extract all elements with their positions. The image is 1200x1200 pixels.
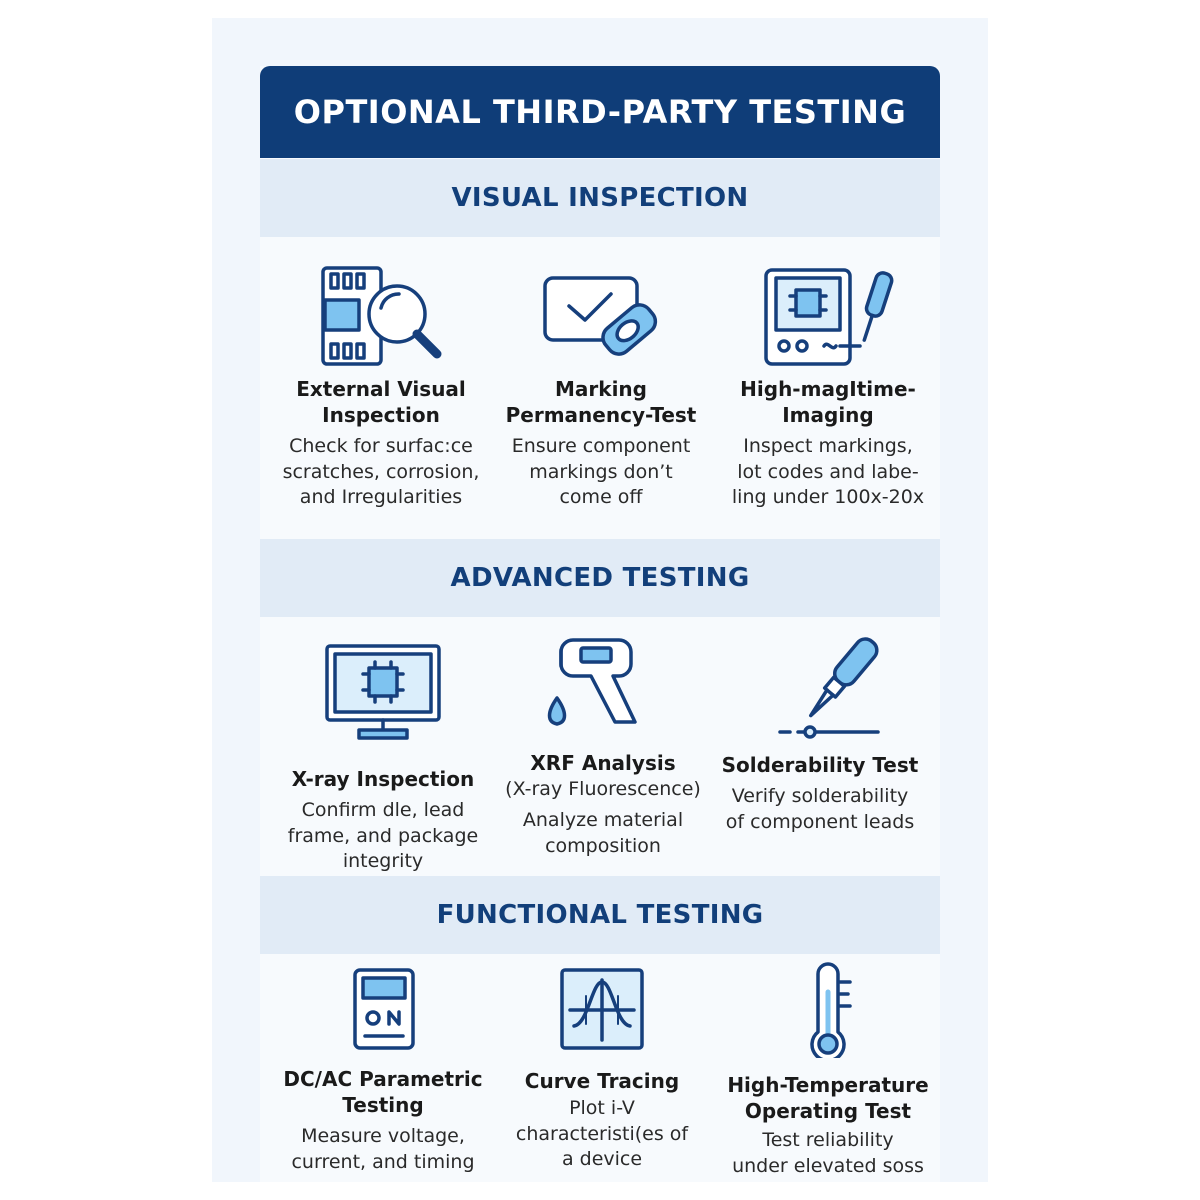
service-dc-ac-parametric — [270, 966, 496, 1175]
multimeter-icon — [313, 966, 453, 1056]
service-title: Solderability Test — [721, 753, 919, 777]
testing-card — [260, 66, 940, 1182]
service-title: DC/AC Parametric Testing — [283, 1067, 483, 1117]
service-subtitle: (X-ray Fluorescence) — [505, 778, 701, 800]
service-description: Check for surfac:ce scratches, corrosion, and Irregularities — [282, 435, 480, 508]
service-high-mag-imaging — [715, 264, 940, 511]
service-title: External Visual Inspection — [296, 377, 466, 427]
service-description: Ensure component markings don’t come off — [511, 435, 691, 508]
chip-magnifier-icon — [311, 264, 451, 368]
xrf-gun-icon — [533, 632, 673, 736]
section-heading-advanced: ADVANCED TESTING — [260, 539, 940, 617]
service-title: XRF Analysis — [530, 751, 676, 775]
service-xray-inspection — [270, 642, 496, 875]
service-description: Plot i-V characteristi(es of a device — [515, 1097, 689, 1170]
service-external-visual — [268, 264, 494, 511]
section-heading-functional: FUNCTIONAL TESTING — [260, 876, 940, 954]
marking-tag-icon — [531, 264, 671, 368]
service-description: Test reliability under elevated soss — [732, 1129, 924, 1177]
service-xrf-analysis — [490, 632, 716, 859]
curve-tracer-icon — [532, 966, 672, 1056]
service-description: Confirm dle, lead frame, and package integrity — [287, 799, 479, 872]
service-solderability — [707, 632, 933, 835]
thermometer-icon — [758, 962, 898, 1058]
service-title: X-ray Inspection — [291, 767, 475, 791]
service-marking-permanency — [488, 264, 714, 511]
service-title: High-magItime- Imaging — [740, 377, 916, 427]
service-title: Marking Permanency-Test — [505, 377, 697, 427]
service-title: Curve Tracing — [524, 1069, 680, 1093]
service-description: Measure voltage, current, and timing — [291, 1125, 475, 1173]
service-curve-tracing — [489, 966, 715, 1173]
service-title: High-Temperature Operating Test — [727, 1073, 929, 1123]
microscope-device-icon — [758, 264, 898, 368]
service-description: Analyze material composition — [522, 809, 684, 857]
xray-monitor-icon — [313, 642, 453, 746]
page-title: OPTIONAL THIRD-PARTY TESTING — [260, 66, 940, 158]
soldering-iron-icon — [750, 632, 890, 742]
section-heading-visual: VISUAL INSPECTION — [260, 159, 940, 237]
service-high-temp-operating — [715, 962, 940, 1179]
service-description: Inspect markings, lot codes and labe- ling under 100x-20x — [731, 435, 925, 508]
service-description: Verify solderability of component leads — [725, 785, 915, 833]
